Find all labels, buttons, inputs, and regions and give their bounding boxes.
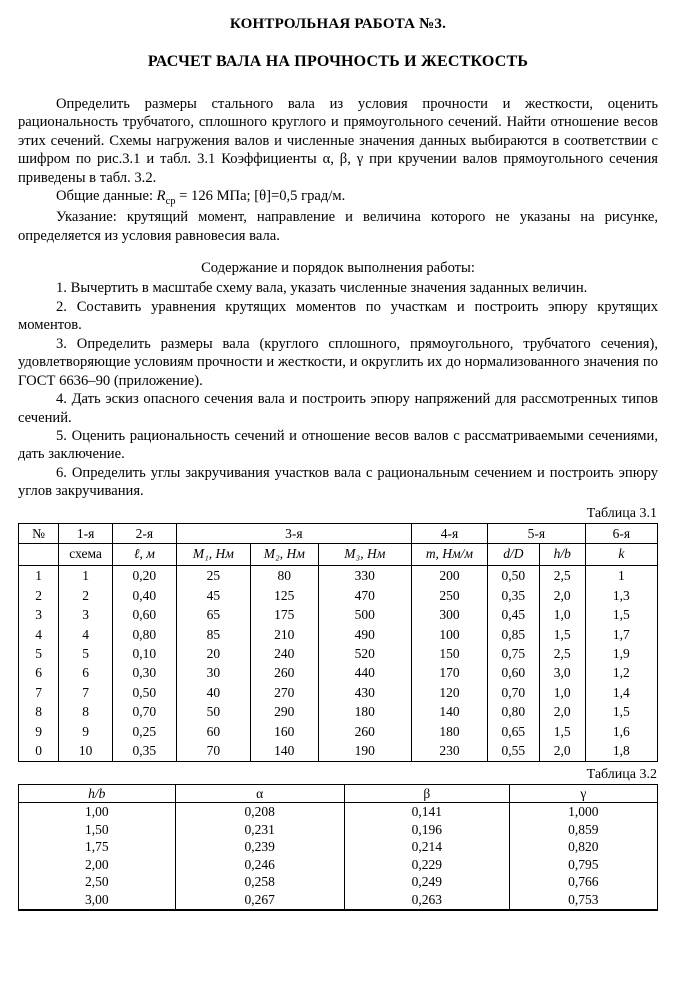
table-cell: 210	[250, 625, 318, 644]
column-header: d/D	[487, 544, 539, 566]
column-header: 1-я	[59, 523, 113, 544]
table-row	[19, 803, 658, 821]
column-header	[19, 544, 59, 566]
r-symbol: R	[156, 188, 166, 205]
table-cell: 30	[176, 663, 250, 682]
task-item-2: 2. Составить уравнения крутящих моментов по участкам и построить эпюру крутящих моментов.	[18, 298, 658, 334]
table-cell: 430	[318, 683, 411, 702]
table-cell: 1,00	[19, 803, 176, 821]
table-row	[19, 683, 658, 702]
table-cell: 500	[318, 605, 411, 624]
table-cell: 0,229	[344, 856, 509, 874]
table-cell: 250	[411, 586, 487, 605]
table-3-2-header-row	[19, 784, 658, 803]
note-paragraph: Указание: крутящий момент, направление и величина которого не указаны на рисунке, определяется из условия равновесия вала.	[18, 209, 658, 244]
column-header: M₃, Нм	[318, 544, 411, 566]
table-cell: 50	[176, 702, 250, 721]
table-row	[19, 741, 658, 761]
table-cell: 230	[411, 741, 487, 761]
table-cell: 8	[19, 702, 59, 721]
table-cell: 150	[411, 644, 487, 663]
column-header: m, Нм/м	[411, 544, 487, 566]
table-cell: 0,246	[175, 856, 344, 874]
table-row	[19, 873, 658, 891]
table-cell: 0	[19, 741, 59, 761]
table-cell: 0,196	[344, 821, 509, 839]
table-cell: 0,214	[344, 838, 509, 856]
table-3-1-header-row-1	[19, 523, 658, 544]
table-row	[19, 856, 658, 874]
table-cell: 6	[19, 663, 59, 682]
table-cell: 3,00	[19, 891, 176, 910]
table-cell: 0,50	[112, 683, 176, 702]
column-header: 3-я	[176, 523, 411, 544]
table-cell: 45	[176, 586, 250, 605]
table-cell: 1	[585, 566, 657, 586]
table-cell: 0,10	[112, 644, 176, 663]
table-cell: 1,000	[509, 803, 657, 821]
table-cell: 1,5	[585, 702, 657, 721]
table-cell: 0,239	[175, 838, 344, 856]
table-cell: 3	[59, 605, 113, 624]
table-cell: 0,35	[487, 586, 539, 605]
column-header: ℓ, м	[112, 544, 176, 566]
table-cell: 0,820	[509, 838, 657, 856]
table-cell: 2,0	[539, 741, 585, 761]
table-cell: 1	[19, 566, 59, 586]
table-cell: 3	[19, 605, 59, 624]
table-cell: 470	[318, 586, 411, 605]
table-cell: 7	[19, 683, 59, 702]
table-cell: 270	[250, 683, 318, 702]
table-row	[19, 566, 658, 586]
table-cell: 0,249	[344, 873, 509, 891]
column-header: M₁, Нм	[176, 544, 250, 566]
table-row	[19, 605, 658, 624]
table-cell: 5	[59, 644, 113, 663]
tasks-heading: Содержание и порядок выполнения работы:	[201, 260, 475, 277]
table-row	[19, 644, 658, 663]
table-row	[19, 821, 658, 839]
table-cell: 2,0	[539, 586, 585, 605]
table-cell: 0,231	[175, 821, 344, 839]
table-3-2-body	[19, 803, 658, 910]
table-cell: 2,5	[539, 644, 585, 663]
table-cell: 0,30	[112, 663, 176, 682]
table-cell: 0,55	[487, 741, 539, 761]
table-cell: 2,50	[19, 873, 176, 891]
table-cell: 70	[176, 741, 250, 761]
table-cell: 0,85	[487, 625, 539, 644]
table-3-1-caption: Таблица 3.1	[586, 505, 657, 521]
table-cell: 125	[250, 586, 318, 605]
table-cell: 0,859	[509, 821, 657, 839]
table-cell: 5	[19, 644, 59, 663]
column-header: h/b	[19, 784, 176, 803]
table-cell: 1,75	[19, 838, 176, 856]
table-cell: 8	[59, 702, 113, 721]
table-cell: 1,6	[585, 722, 657, 741]
table-cell: 0,753	[509, 891, 657, 910]
table-cell: 0,60	[112, 605, 176, 624]
table-cell: 4	[19, 625, 59, 644]
table-cell: 10	[59, 741, 113, 761]
table-cell: 180	[411, 722, 487, 741]
table-cell: 65	[176, 605, 250, 624]
column-header: γ	[509, 784, 657, 803]
table-cell: 0,263	[344, 891, 509, 910]
table-cell: 0,267	[175, 891, 344, 910]
table-cell: 9	[59, 722, 113, 741]
table-cell: 0,40	[112, 586, 176, 605]
table-cell: 1,3	[585, 586, 657, 605]
table-cell: 6	[59, 663, 113, 682]
table-cell: 7	[59, 683, 113, 702]
column-header: 2-я	[112, 523, 176, 544]
table-row	[19, 702, 658, 721]
column-header: k	[585, 544, 657, 566]
table-3-1-header-row-2	[19, 544, 658, 566]
table-cell: 0,25	[112, 722, 176, 741]
table-cell: 0,20	[112, 566, 176, 586]
column-header: α	[175, 784, 344, 803]
table-cell: 200	[411, 566, 487, 586]
table-cell: 0,50	[487, 566, 539, 586]
table-3-1-body	[19, 566, 658, 761]
column-header: схема	[59, 544, 113, 566]
table-cell: 40	[176, 683, 250, 702]
table-cell: 3,0	[539, 663, 585, 682]
column-header: №	[19, 523, 59, 544]
table-cell: 2,5	[539, 566, 585, 586]
r-subscript: ср	[165, 196, 176, 208]
column-header: M₂, Нм	[250, 544, 318, 566]
table-cell: 25	[176, 566, 250, 586]
table-cell: 240	[250, 644, 318, 663]
table-row	[19, 663, 658, 682]
table-cell: 0,795	[509, 856, 657, 874]
table-cell: 2,00	[19, 856, 176, 874]
task-item-3: 3. Определить размеры вала (круглого сплошного, прямоугольного, трубчатого сечения), удовлетворяющие условиям прочности и жесткости, и округлить их до нормализованного значения по ГОСТ 6636–90 (приложение).	[18, 335, 658, 389]
general-data-prefix: Общие данные:	[56, 188, 157, 205]
table-3-1	[18, 523, 658, 762]
task-item-6: 6. Определить углы закручивания участков вала с рациональным сечением и построить эпюру углов закручивания.	[18, 464, 658, 500]
general-data-values: = 126 МПа; [θ]=0,5 град/м.	[175, 188, 346, 205]
table-cell: 440	[318, 663, 411, 682]
table-cell: 4	[59, 625, 113, 644]
table-cell: 0,258	[175, 873, 344, 891]
table-row	[19, 625, 658, 644]
column-header: 5-я	[487, 523, 585, 544]
table-cell: 260	[250, 663, 318, 682]
intro-paragraph: Определить размеры стального вала из условия прочности и жесткости, оценить рациональность трубчатого, сплошного круглого и прямоугольного сечений. Найти отношение весов этих сечений. Схемы нагружения валов и численные значения данных выбираются в соответствии с шифром по рис.3.1 и табл. 3.1 Коэффициенты α, β, γ при кручении валов прямоугольного сечения приведены в табл. 3.2.	[18, 96, 658, 186]
table-cell: 0,75	[487, 644, 539, 663]
column-header: 6-я	[585, 523, 657, 544]
table-cell: 180	[318, 702, 411, 721]
table-cell: 1	[59, 566, 113, 586]
table-cell: 2,0	[539, 702, 585, 721]
table-cell: 1,5	[539, 722, 585, 741]
table-cell: 0,65	[487, 722, 539, 741]
task-item-1: 1. Вычертить в масштабе схему вала, указать численные значения заданных величин.	[56, 280, 588, 297]
table-cell: 0,45	[487, 605, 539, 624]
table-cell: 80	[250, 566, 318, 586]
table-cell: 520	[318, 644, 411, 663]
document-title: КОНТРОЛЬНАЯ РАБОТА №3.	[229, 16, 447, 32]
table-cell: 0,35	[112, 741, 176, 761]
column-header: 4-я	[411, 523, 487, 544]
table-cell: 85	[176, 625, 250, 644]
table-cell: 60	[176, 722, 250, 741]
table-cell: 1,0	[539, 605, 585, 624]
table-cell: 0,766	[509, 873, 657, 891]
table-cell: 1,50	[19, 821, 176, 839]
table-cell: 190	[318, 741, 411, 761]
task-item-5: 5. Оценить рациональность сечений и отношение весов валов с рассматриваемыми сечениями, дать заключение.	[18, 428, 658, 463]
table-row	[19, 891, 658, 910]
table-cell: 0,60	[487, 663, 539, 682]
document-subtitle: РАСЧЕТ ВАЛА НА ПРОЧНОСТЬ И ЖЕСТКОСТЬ	[147, 53, 529, 70]
table-cell: 20	[176, 644, 250, 663]
table-cell: 175	[250, 605, 318, 624]
table-cell: 260	[318, 722, 411, 741]
general-data-paragraph	[18, 187, 658, 208]
table-cell: 0,80	[487, 702, 539, 721]
table-cell: 0,208	[175, 803, 344, 821]
table-cell: 490	[318, 625, 411, 644]
table-cell: 2	[59, 586, 113, 605]
table-row	[19, 722, 658, 741]
table-row	[19, 586, 658, 605]
table-cell: 1,2	[585, 663, 657, 682]
task-item-4: 4. Дать эскиз опасного сечения вала и построить эпюру напряжений для рассмотренных типов сечений.	[18, 391, 658, 426]
table-cell: 330	[318, 566, 411, 586]
table-cell: 140	[250, 741, 318, 761]
table-3-2-caption: Таблица 3.2	[586, 766, 657, 782]
table-cell: 0,70	[112, 702, 176, 721]
table-cell: 0,80	[112, 625, 176, 644]
column-header: β	[344, 784, 509, 803]
table-cell: 0,70	[487, 683, 539, 702]
table-cell: 290	[250, 702, 318, 721]
table-cell: 1,5	[539, 625, 585, 644]
table-cell: 100	[411, 625, 487, 644]
table-cell: 1,9	[585, 644, 657, 663]
table-cell: 1,4	[585, 683, 657, 702]
table-row	[19, 838, 658, 856]
table-cell: 1,7	[585, 625, 657, 644]
table-cell: 160	[250, 722, 318, 741]
table-cell: 140	[411, 702, 487, 721]
table-3-2	[18, 784, 658, 911]
table-cell: 170	[411, 663, 487, 682]
table-cell: 9	[19, 722, 59, 741]
table-cell: 300	[411, 605, 487, 624]
table-cell: 2	[19, 586, 59, 605]
column-header: h/b	[539, 544, 585, 566]
table-cell: 0,141	[344, 803, 509, 821]
table-cell: 1,8	[585, 741, 657, 761]
table-cell: 1,5	[585, 605, 657, 624]
table-cell: 120	[411, 683, 487, 702]
table-cell: 1,0	[539, 683, 585, 702]
tasks-list	[18, 279, 658, 500]
